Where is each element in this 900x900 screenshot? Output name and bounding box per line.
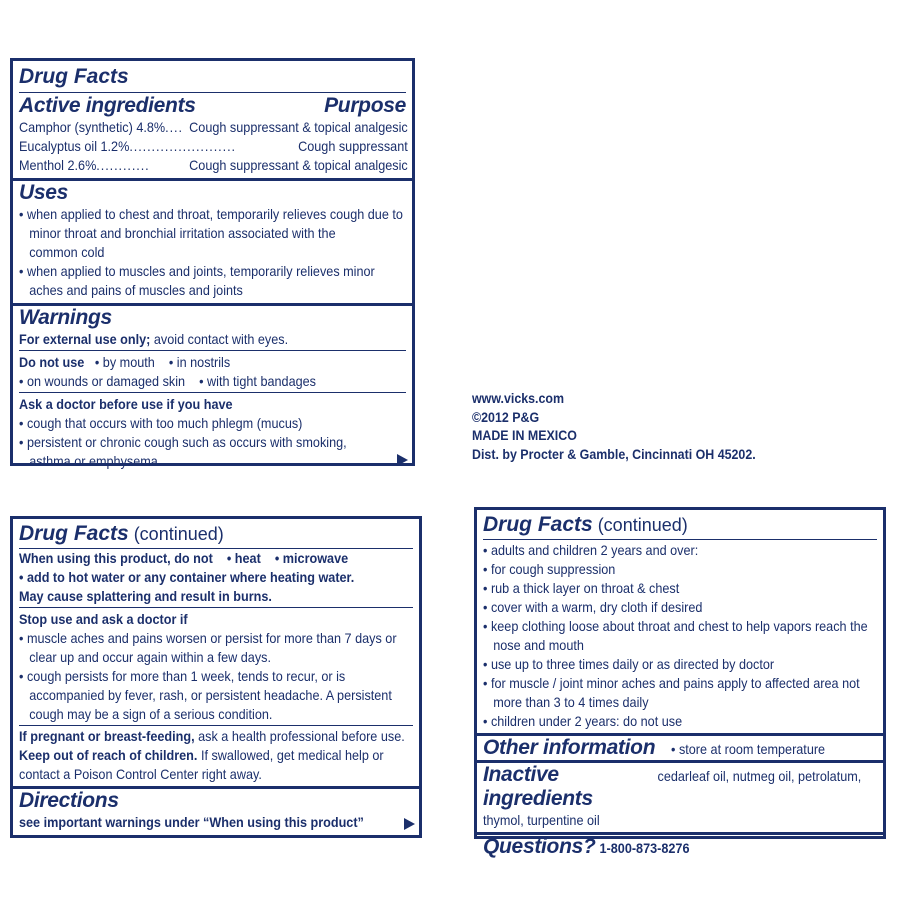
directions-item-line: more than 3 to 4 times daily bbox=[493, 695, 649, 710]
directions-list bbox=[483, 540, 877, 731]
directions-item bbox=[483, 541, 877, 560]
when-using-line1: When using this product, do not • heat • microwave bbox=[19, 551, 349, 566]
directions-heading: Directions bbox=[19, 789, 119, 812]
drug-facts-continued-title bbox=[483, 512, 877, 540]
stop-use-item bbox=[19, 667, 413, 724]
uses-item-line: common cold bbox=[29, 245, 105, 260]
directions-item-line: • for cough suppression bbox=[483, 562, 616, 577]
uses-list bbox=[19, 205, 406, 300]
other-information-heading: Other information bbox=[483, 736, 656, 759]
active-ingredients-section bbox=[13, 61, 412, 181]
when-using-block bbox=[19, 549, 413, 608]
inactive-ingredients-line1 bbox=[483, 763, 877, 811]
copyright-text: ©2012 P&G bbox=[472, 409, 540, 425]
do-not-use-block bbox=[19, 351, 406, 393]
continue-arrow-icon bbox=[397, 454, 408, 466]
when-using-line3: May cause splattering and result in burns. bbox=[19, 589, 272, 604]
directions-section bbox=[13, 789, 419, 835]
uses-item-line: minor throat and bronchial irritation associated with the bbox=[29, 226, 336, 241]
external-use-line bbox=[19, 330, 379, 349]
pregnant-text: ask a health professional before use. bbox=[194, 729, 405, 744]
inactive-ingredients-section bbox=[477, 763, 883, 835]
do-not-use-line2: • on wounds or damaged skin • with tight bandages bbox=[19, 374, 317, 389]
leader-dots: ............ bbox=[96, 158, 150, 173]
continued-label: (continued) bbox=[128, 524, 224, 544]
warnings-section bbox=[13, 306, 412, 471]
pregnant-line bbox=[19, 727, 405, 746]
ingredients-list bbox=[19, 118, 406, 175]
ask-doctor-item bbox=[19, 433, 406, 471]
directions-item-line: • keep clothing loose about throat and chest to help vapors reach the bbox=[483, 619, 868, 634]
when-using-line2: • add to hot water or any container where heating water. bbox=[19, 570, 355, 585]
stop-use-item-line: clear up and occur again within a few days. bbox=[29, 650, 271, 665]
stop-use-block bbox=[19, 608, 413, 726]
directions-text: see important warnings under “When using this product” bbox=[19, 815, 364, 830]
drug-facts-title: Drug Facts bbox=[19, 64, 406, 93]
stop-use-item-line: cough may be a sign of a serious condition. bbox=[29, 707, 273, 722]
uses-heading: Uses bbox=[19, 181, 69, 204]
drug-facts-panel-continued-left bbox=[10, 516, 422, 838]
ingredient-row bbox=[19, 156, 408, 175]
keep-out-text: If swallowed, get medical help or bbox=[197, 748, 384, 763]
stop-use-list bbox=[19, 629, 413, 724]
warnings-heading: Warnings bbox=[19, 306, 112, 329]
uses-section bbox=[13, 181, 412, 306]
ingredient-row bbox=[19, 137, 408, 156]
drug-facts-continued-title bbox=[19, 521, 413, 549]
ingredient-name: Menthol 2.6% bbox=[19, 158, 97, 173]
continue-arrow-icon bbox=[404, 818, 415, 830]
stop-use-item-line: • cough persists for more than 1 week, tends to recur, or is bbox=[19, 669, 346, 684]
inactive-ingredients-text2: thymol, turpentine oil bbox=[483, 813, 600, 828]
website-link[interactable]: www.vicks.com bbox=[472, 391, 565, 406]
ingredient-purpose: Cough suppressant & topical analgesic bbox=[185, 120, 408, 135]
questions-phone[interactable]: 1-800-873-8276 bbox=[595, 841, 690, 856]
inactive-ingredients-heading: Inactive ingredients bbox=[483, 763, 593, 810]
ingredient-name: Camphor (synthetic) 4.8% bbox=[19, 120, 166, 135]
ingredient-name: Eucalyptus oil 1.2% bbox=[19, 139, 130, 154]
ask-doctor-block bbox=[19, 393, 406, 471]
manufacturer-info bbox=[472, 390, 756, 464]
directions-item-line: • rub a thick layer on throat & chest bbox=[483, 581, 680, 596]
directions-item-line: • use up to three times daily or as directed by doctor bbox=[483, 657, 775, 672]
keep-out-line2: contact a Poison Control Center right away. bbox=[19, 767, 262, 782]
active-ingredients-heading: Active ingredients bbox=[19, 94, 196, 117]
keep-out-bold: Keep out of reach of children. bbox=[19, 748, 198, 763]
do-not-use-items1: • by mouth • in nostrils bbox=[84, 355, 231, 370]
uses-item-line: • when applied to muscles and joints, temporarily relieves minor bbox=[19, 264, 375, 279]
other-information-text: • store at room temperature bbox=[671, 742, 826, 757]
origin-text: MADE IN MEXICO bbox=[472, 428, 577, 443]
pregnant-keep-out-block bbox=[19, 726, 413, 784]
do-not-use-line1 bbox=[19, 353, 379, 372]
stop-use-item-line: accompanied by fever, rash, or persistent headache. A persistent bbox=[29, 688, 392, 703]
stop-use-item-line: • muscle aches and pains worsen or persist for more than 7 days or bbox=[19, 631, 397, 646]
do-not-use-heading: Do not use bbox=[19, 355, 85, 370]
ask-doctor-item-line: asthma or emphysema bbox=[29, 454, 158, 469]
directions-item bbox=[483, 598, 877, 617]
stop-use-heading: Stop use and ask a doctor if bbox=[19, 612, 188, 627]
uses-item-line: • when applied to chest and throat, temporarily relieves cough due to bbox=[19, 207, 403, 222]
directions-item-line: • adults and children 2 years and over: bbox=[483, 543, 699, 558]
other-information-section bbox=[477, 736, 883, 763]
external-use-block bbox=[19, 330, 406, 351]
questions-section bbox=[477, 835, 883, 859]
pregnant-bold: If pregnant or breast-feeding, bbox=[19, 729, 195, 744]
drug-facts-title: Drug Facts bbox=[483, 513, 593, 536]
active-ingredients-header bbox=[19, 94, 406, 118]
ask-doctor-item bbox=[19, 414, 406, 433]
keep-out-line bbox=[19, 746, 385, 765]
leader-dots: ........................ bbox=[129, 139, 236, 154]
directions-item-line: nose and mouth bbox=[493, 638, 584, 653]
external-use-bold: For external use only; bbox=[19, 332, 151, 347]
ingredient-row bbox=[19, 118, 408, 137]
ingredient-purpose: Cough suppressant & topical analgesic bbox=[185, 158, 408, 173]
drug-facts-title: Drug Facts bbox=[19, 522, 129, 545]
directions-item-line: • cover with a warm, dry cloth if desired bbox=[483, 600, 703, 615]
directions-item-line: • for muscle / joint minor aches and pains apply to affected area not bbox=[483, 676, 860, 691]
leader-dots: .... bbox=[165, 120, 183, 135]
drug-facts-panel-main bbox=[10, 58, 415, 469]
directions-item bbox=[483, 560, 877, 579]
directions-item bbox=[483, 655, 877, 674]
directions-item bbox=[483, 579, 877, 598]
ask-doctor-list bbox=[19, 414, 406, 471]
stop-use-item bbox=[19, 629, 413, 667]
drug-facts-panel-continued-right bbox=[474, 507, 886, 858]
uses-item bbox=[19, 205, 406, 262]
uses-item-line: aches and pains of muscles and joints bbox=[29, 283, 243, 298]
directions-item-line: • children under 2 years: do not use bbox=[483, 714, 683, 729]
ingredient-purpose: Cough suppressant bbox=[294, 139, 408, 154]
continued-label: (continued) bbox=[592, 515, 688, 535]
directions-item bbox=[483, 617, 877, 655]
ask-doctor-item-line: • cough that occurs with too much phlegm (mucus) bbox=[19, 416, 303, 431]
inactive-ingredients-text1: cedarleaf oil, nutmeg oil, petrolatum, bbox=[654, 769, 862, 784]
directions-item bbox=[483, 674, 877, 712]
ask-doctor-heading: Ask a doctor before use if you have bbox=[19, 397, 233, 412]
ask-doctor-item-line: • persistent or chronic cough such as occurs with smoking, bbox=[19, 435, 347, 450]
directions-continued-section bbox=[477, 510, 883, 736]
external-use-text: avoid contact with eyes. bbox=[150, 332, 289, 347]
uses-item bbox=[19, 262, 406, 300]
distributor-text: Dist. by Procter & Gamble, Cincinnati OH 45202. bbox=[472, 446, 756, 462]
questions-heading: Questions? bbox=[483, 835, 596, 858]
purpose-heading: Purpose bbox=[324, 94, 406, 117]
directions-item bbox=[483, 712, 877, 731]
when-using-stop-use-section bbox=[13, 519, 419, 789]
